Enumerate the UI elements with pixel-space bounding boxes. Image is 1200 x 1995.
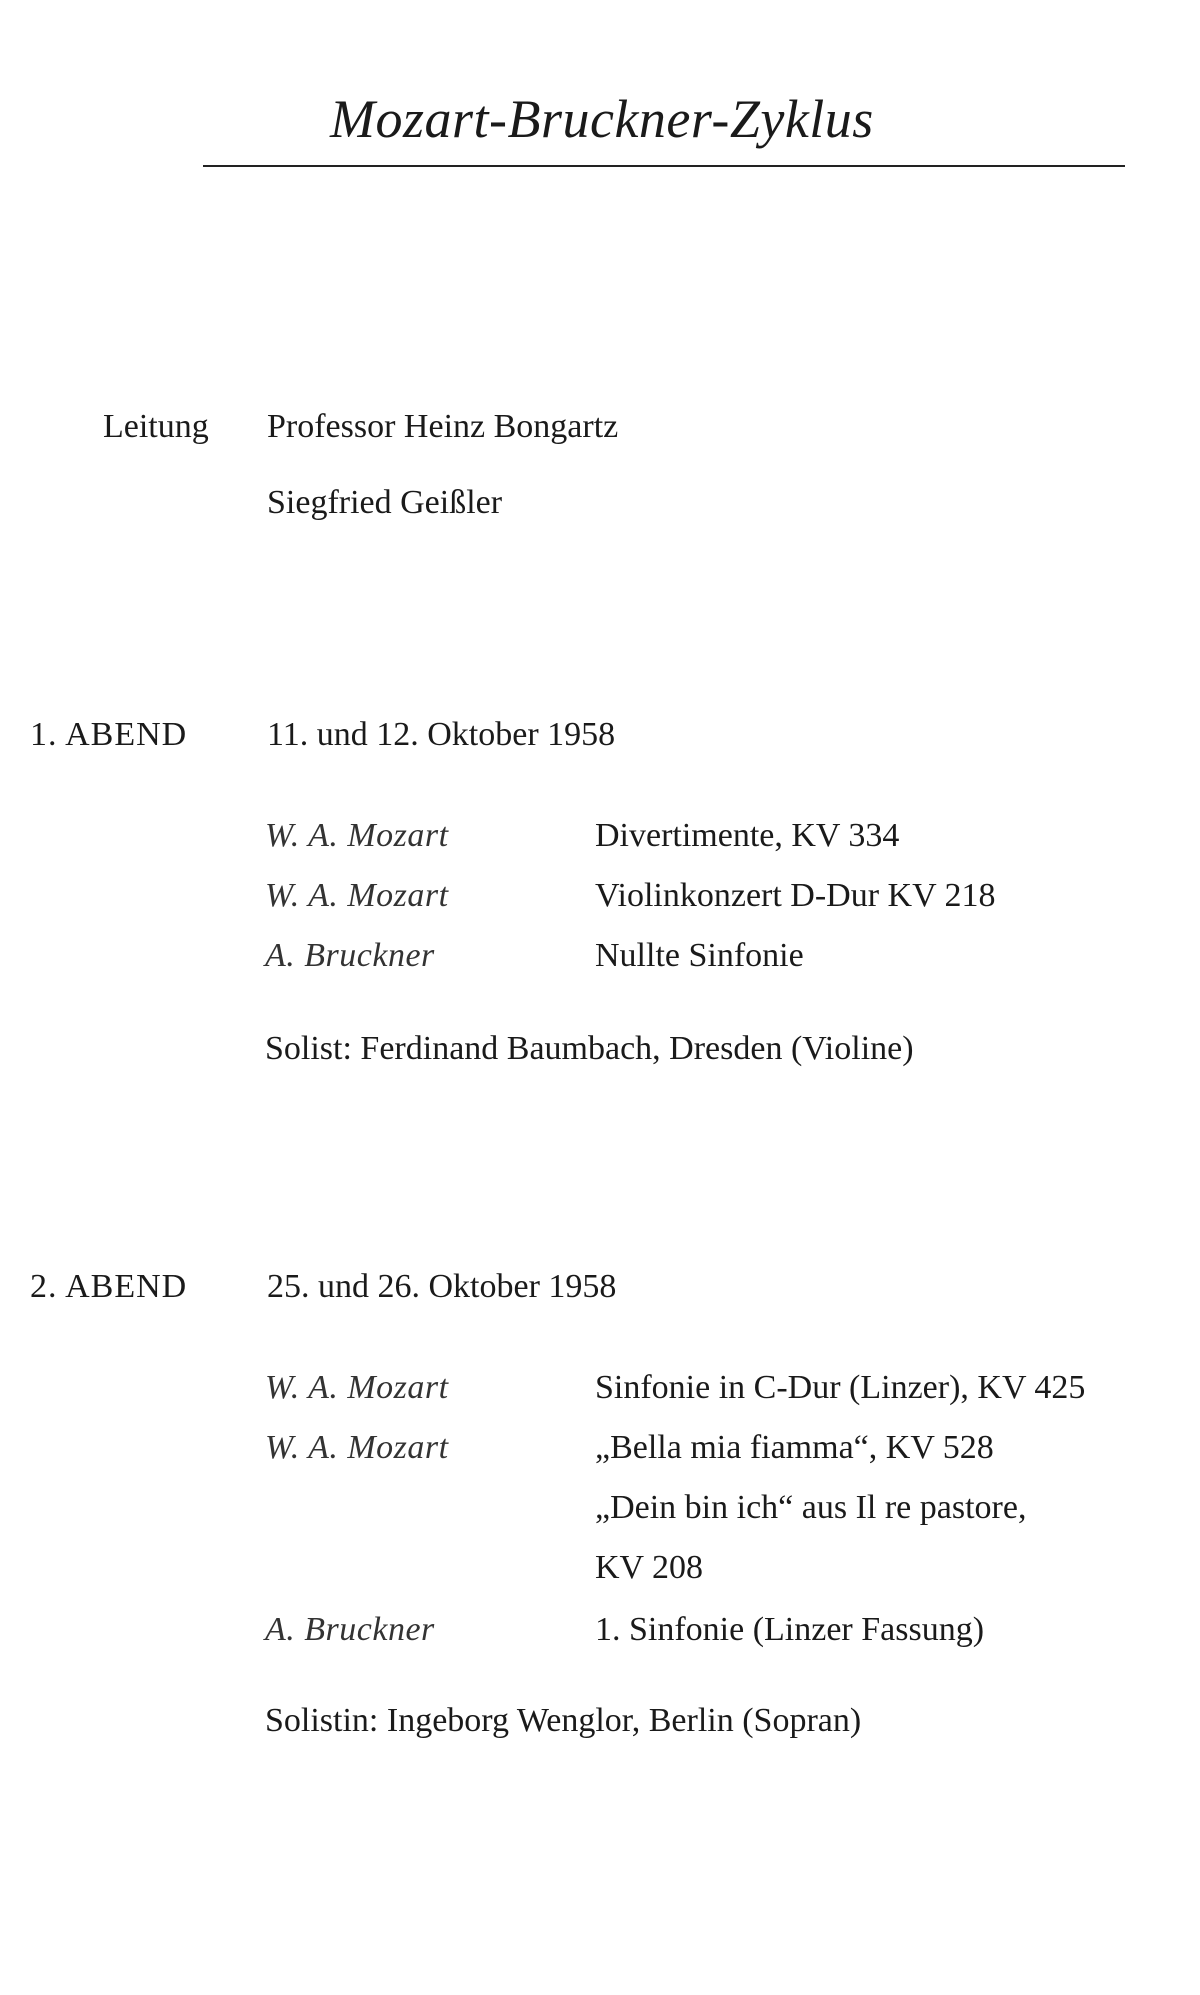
evening-1-composer-1: W. A. Mozart: [265, 817, 449, 854]
evening-1-composer-2: W. A. Mozart: [265, 877, 449, 914]
evening-2-work-3: „Dein bin ich“ aus Il re pastore,: [595, 1489, 1027, 1526]
conductor-2: Siegfried Geißler: [267, 484, 503, 521]
conductor-1: Professor Heinz Bongartz: [267, 408, 619, 445]
evening-1-work-3: Nullte Sinfonie: [595, 937, 804, 974]
evening-2-work-2: „Bella mia fiamma“, KV 528: [595, 1429, 994, 1466]
evening-1-soloist: Solist: Ferdinand Baumbach, Dresden (Violine): [265, 1030, 914, 1067]
page-title: Mozart-Bruckner-Zyklus: [330, 89, 874, 149]
evening-2-label: 2. ABEND: [30, 1268, 188, 1305]
evening-2-work-1: Sinfonie in C-Dur (Linzer), KV 425: [595, 1369, 1086, 1406]
evening-1-work-2: Violinkonzert D-Dur KV 218: [595, 877, 996, 914]
evening-1-composer-3: A. Bruckner: [265, 937, 435, 974]
evening-1-work-1: Divertimente, KV 334: [595, 817, 900, 854]
evening-2-soloist: Solistin: Ingeborg Wenglor, Berlin (Sopran): [265, 1702, 862, 1739]
evening-2-date: 25. und 26. Oktober 1958: [267, 1268, 617, 1305]
leitung-label: Leitung: [103, 408, 209, 445]
evening-2-composer-5: A. Bruckner: [265, 1611, 435, 1648]
evening-2-work-4: KV 208: [595, 1549, 703, 1586]
evening-1-label: 1. ABEND: [30, 716, 188, 753]
evening-2-composer-2: W. A. Mozart: [265, 1429, 449, 1466]
title-rule: [203, 165, 1125, 167]
evening-2-composer-1: W. A. Mozart: [265, 1369, 449, 1406]
evening-2-work-5: 1. Sinfonie (Linzer Fassung): [595, 1611, 985, 1648]
evening-1-date: 11. und 12. Oktober 1958: [267, 716, 616, 753]
